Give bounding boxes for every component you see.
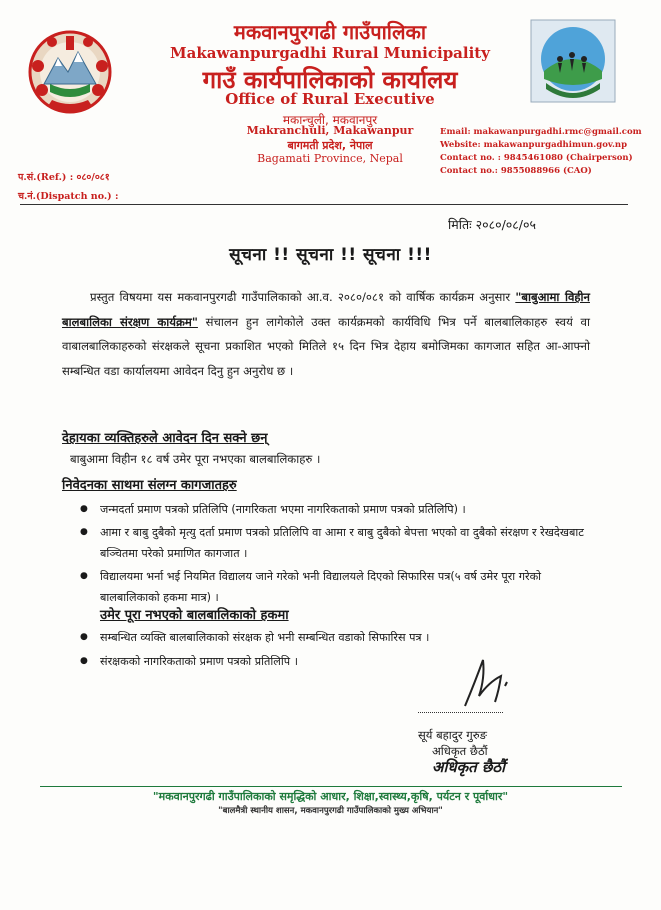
contact-website: Website: makawanpurgadhimun.gov.np <box>440 140 628 150</box>
notice-body <box>62 285 590 383</box>
body-rest: संचालन हुन लागेकोले उक्त कार्यक्रमको कार्यविधि भित्र पर्ने बालबालिकाहरु स्वयं वा वाबालबालिकाहरुको संरक्षकले सूचना प्रकाशित भएको मितिले १५ दिन भित्र देहाय बमोजिमका कागजात सहित आ-आफ्नो सम्बन्धित वडा कार्यालयमा आवेदन दिनु हुन अनुरोध छ । <box>62 314 591 378</box>
municipality-name-english: Makawanpurgadhi Rural Municipality <box>170 44 490 62</box>
footer-tagline: "बालमैत्री स्थानीय शासन, मकवानपुरगढी गाउँपालिकाको मुख्य अभियान" <box>218 806 443 816</box>
signatory-post: अधिकृत छैठौं <box>432 744 488 758</box>
document-item: ● विद्यालयमा भर्ना भई नियमित विद्यालय जाने गरेको भनी विद्यालयले दिएको सिफारिस पत्र(५ वर्ष उमेर पूरा गरेको बालबालिकाको हकमा मात्र) । <box>80 566 590 608</box>
nepal-emblem-logo <box>22 22 118 118</box>
signatory-name: सूर्य बहादुर गुरुङ <box>418 728 487 742</box>
signature-mark <box>455 652 525 710</box>
reference-number: प.सं.(Ref.) : ०८०/०८१ <box>18 172 110 183</box>
footer-divider <box>40 786 622 787</box>
office-name-english: Office of Rural Executive <box>225 90 435 108</box>
eligible-text: बाबुआमा विहीन १८ वर्ष उमेर पूरा नभएका बालबालिकाहरु । <box>70 452 321 466</box>
province-english: Bagamati Province, Nepal <box>257 152 403 165</box>
contact-chairperson: Contact no. : 9845461080 (Chairperson) <box>440 153 633 163</box>
minor-item: ● सम्बन्धित व्यक्ति बालबालिकाको संरक्षक हो भनी सम्बन्धित वडाको सिफारिस पत्र । <box>80 627 590 648</box>
contact-email: Email: makawanpurgadhi.rmc@gmail.com <box>440 127 642 137</box>
dispatch-number: च.नं.(Dispatch no.) : <box>18 191 119 202</box>
program-name: "बाबुआमा विहीन बालबालिका संरक्षण कार्यक्रम" <box>62 290 590 329</box>
signatory-stamp: अधिकृत छैठौं <box>432 758 505 776</box>
body-intro: प्रस्तुत विषयमा यस मकवानपुरगढी गाउँपालिकाको आ.व. २०८०/०८१ को वार्षिक कार्यक्रम अनुसार <box>90 290 516 304</box>
signature-line <box>418 712 503 713</box>
footer-slogan: "मकवानपुरगढी गाउँपालिकाको समृद्धिको आधार, शिक्षा,स्वास्थ्य,कृषि, पर्यटन र पूर्वाधार" <box>152 790 509 803</box>
document-item: ● आमा र बाबु दुबैको मृत्यु दर्ता प्रमाण पत्रको प्रतिलिपि वा आमा र बाबु दुबैको बेपत्ता भएको वा दुबैको संरक्षण र रेखदेखबाट बञ्चितमा परेको प्रमाणित कागजात । <box>80 522 590 564</box>
office-name-nepali: गाउँ कार्यपालिकाको कार्यालय <box>202 66 458 94</box>
minor-item: ● संरक्षकको नागरिकताको प्रमाण पत्रको प्रतिलिपि । <box>80 651 590 672</box>
header-divider <box>20 204 628 205</box>
contact-cao: Contact no.: 9855088966 (CAO) <box>440 166 592 176</box>
minors-heading: उमेर पूरा नभएको बालबालिकाको हकमा <box>100 608 289 623</box>
notice-title: सूचना !! सूचना !! सूचना !!! <box>229 245 432 265</box>
location-nepali: मकान्चुली, मकवानपुर <box>282 113 378 127</box>
notice-date: मितिः २०८०/०८/०५ <box>448 217 536 232</box>
document-item: ● जन्मदर्ता प्रमाण पत्रको प्रतिलिपि (नागरिकता भएमा नागरिकताको प्रमाण पत्रको प्रतिलिपि) । <box>80 499 590 520</box>
documents-heading: निवेदनका साथमा संलग्न कागजातहरु <box>62 478 237 493</box>
municipality-badge-logo <box>530 19 616 103</box>
province-nepali: बागमती प्रदेश, नेपाल <box>287 139 373 152</box>
location-english: Makranchuli, Makawanpur <box>246 124 414 137</box>
municipality-name-nepali: मकवानपुरगढी गाउँपालिका <box>233 20 427 44</box>
eligible-heading: देहायका व्यक्तिहरुले आवेदन दिन सक्ने छन् <box>62 431 268 446</box>
